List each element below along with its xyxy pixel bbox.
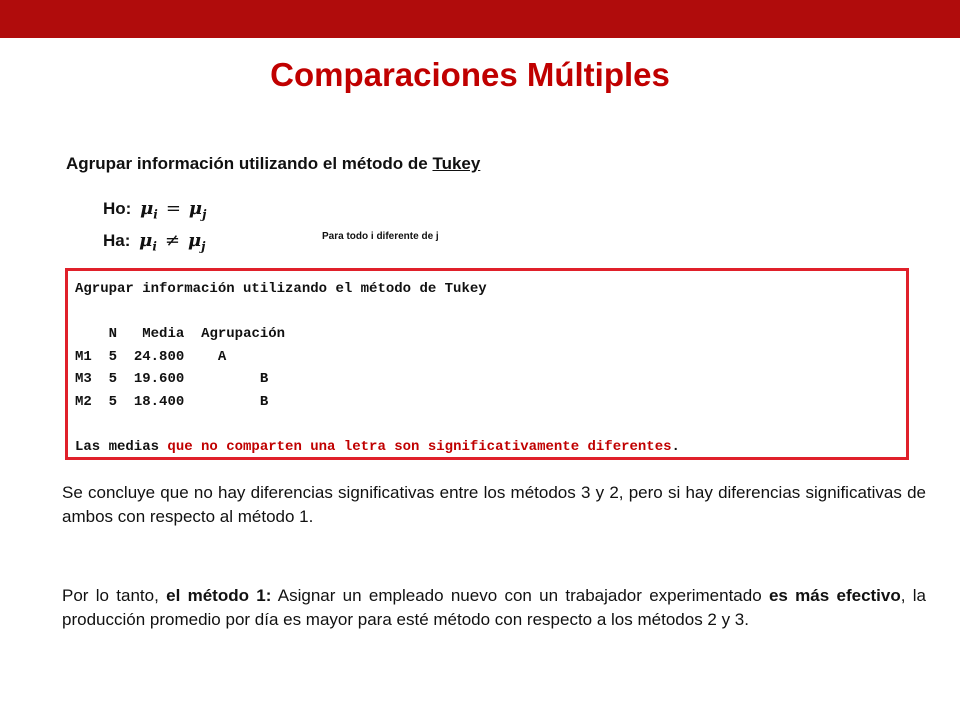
ha-formula: $\mu_i \ne \mu_j$: [139, 230, 206, 254]
ho-formula: $\mu_i = \mu_j$: [140, 198, 207, 222]
subtitle-text: Agrupar información utilizando el método de: [66, 154, 433, 173]
ha-label: Ha:: [103, 231, 131, 250]
null-hypothesis: [103, 198, 206, 222]
output-blank-line: [75, 301, 898, 324]
hypothesis-note: Para todo i diferente de j: [322, 231, 439, 242]
final-paragraph: Por lo tanto, el método 1: Asignar un empleado nuevo con un trabajador experimentado es más efectivo, la producción promedio por día es mayor para esté método con respecto a los métodos 2 y 3.: [62, 586, 926, 629]
conclusion-paragraph: Se concluye que no hay diferencias significativas entre los métodos 3 y 2, pero si hay diferencias significativas de ambos con respecto al método 1.: [62, 483, 926, 526]
table-row: M3 5 19.600 B: [75, 371, 269, 388]
output-column-headers: N Media Agrupación: [108, 326, 286, 343]
table-row: M1 5 24.800 A: [75, 348, 227, 365]
page-title: Comparaciones Múltiples: [270, 56, 670, 93]
table-row: M2 5 18.400 B: [75, 393, 269, 410]
top-accent-bar: [0, 0, 960, 38]
ho-label: Ho:: [103, 199, 132, 218]
tukey-output-box: [65, 268, 909, 460]
section-subtitle: [66, 154, 480, 174]
output-header: Agrupar información utilizando el método de Tukey: [75, 281, 487, 297]
alternative-hypothesis: [103, 230, 206, 254]
output-footer: Las medias que no comparten una letra son significativamente diferentes.: [75, 439, 680, 456]
subtitle-tukey-link-text: Tukey: [432, 154, 481, 173]
output-blank-line: [75, 414, 898, 437]
